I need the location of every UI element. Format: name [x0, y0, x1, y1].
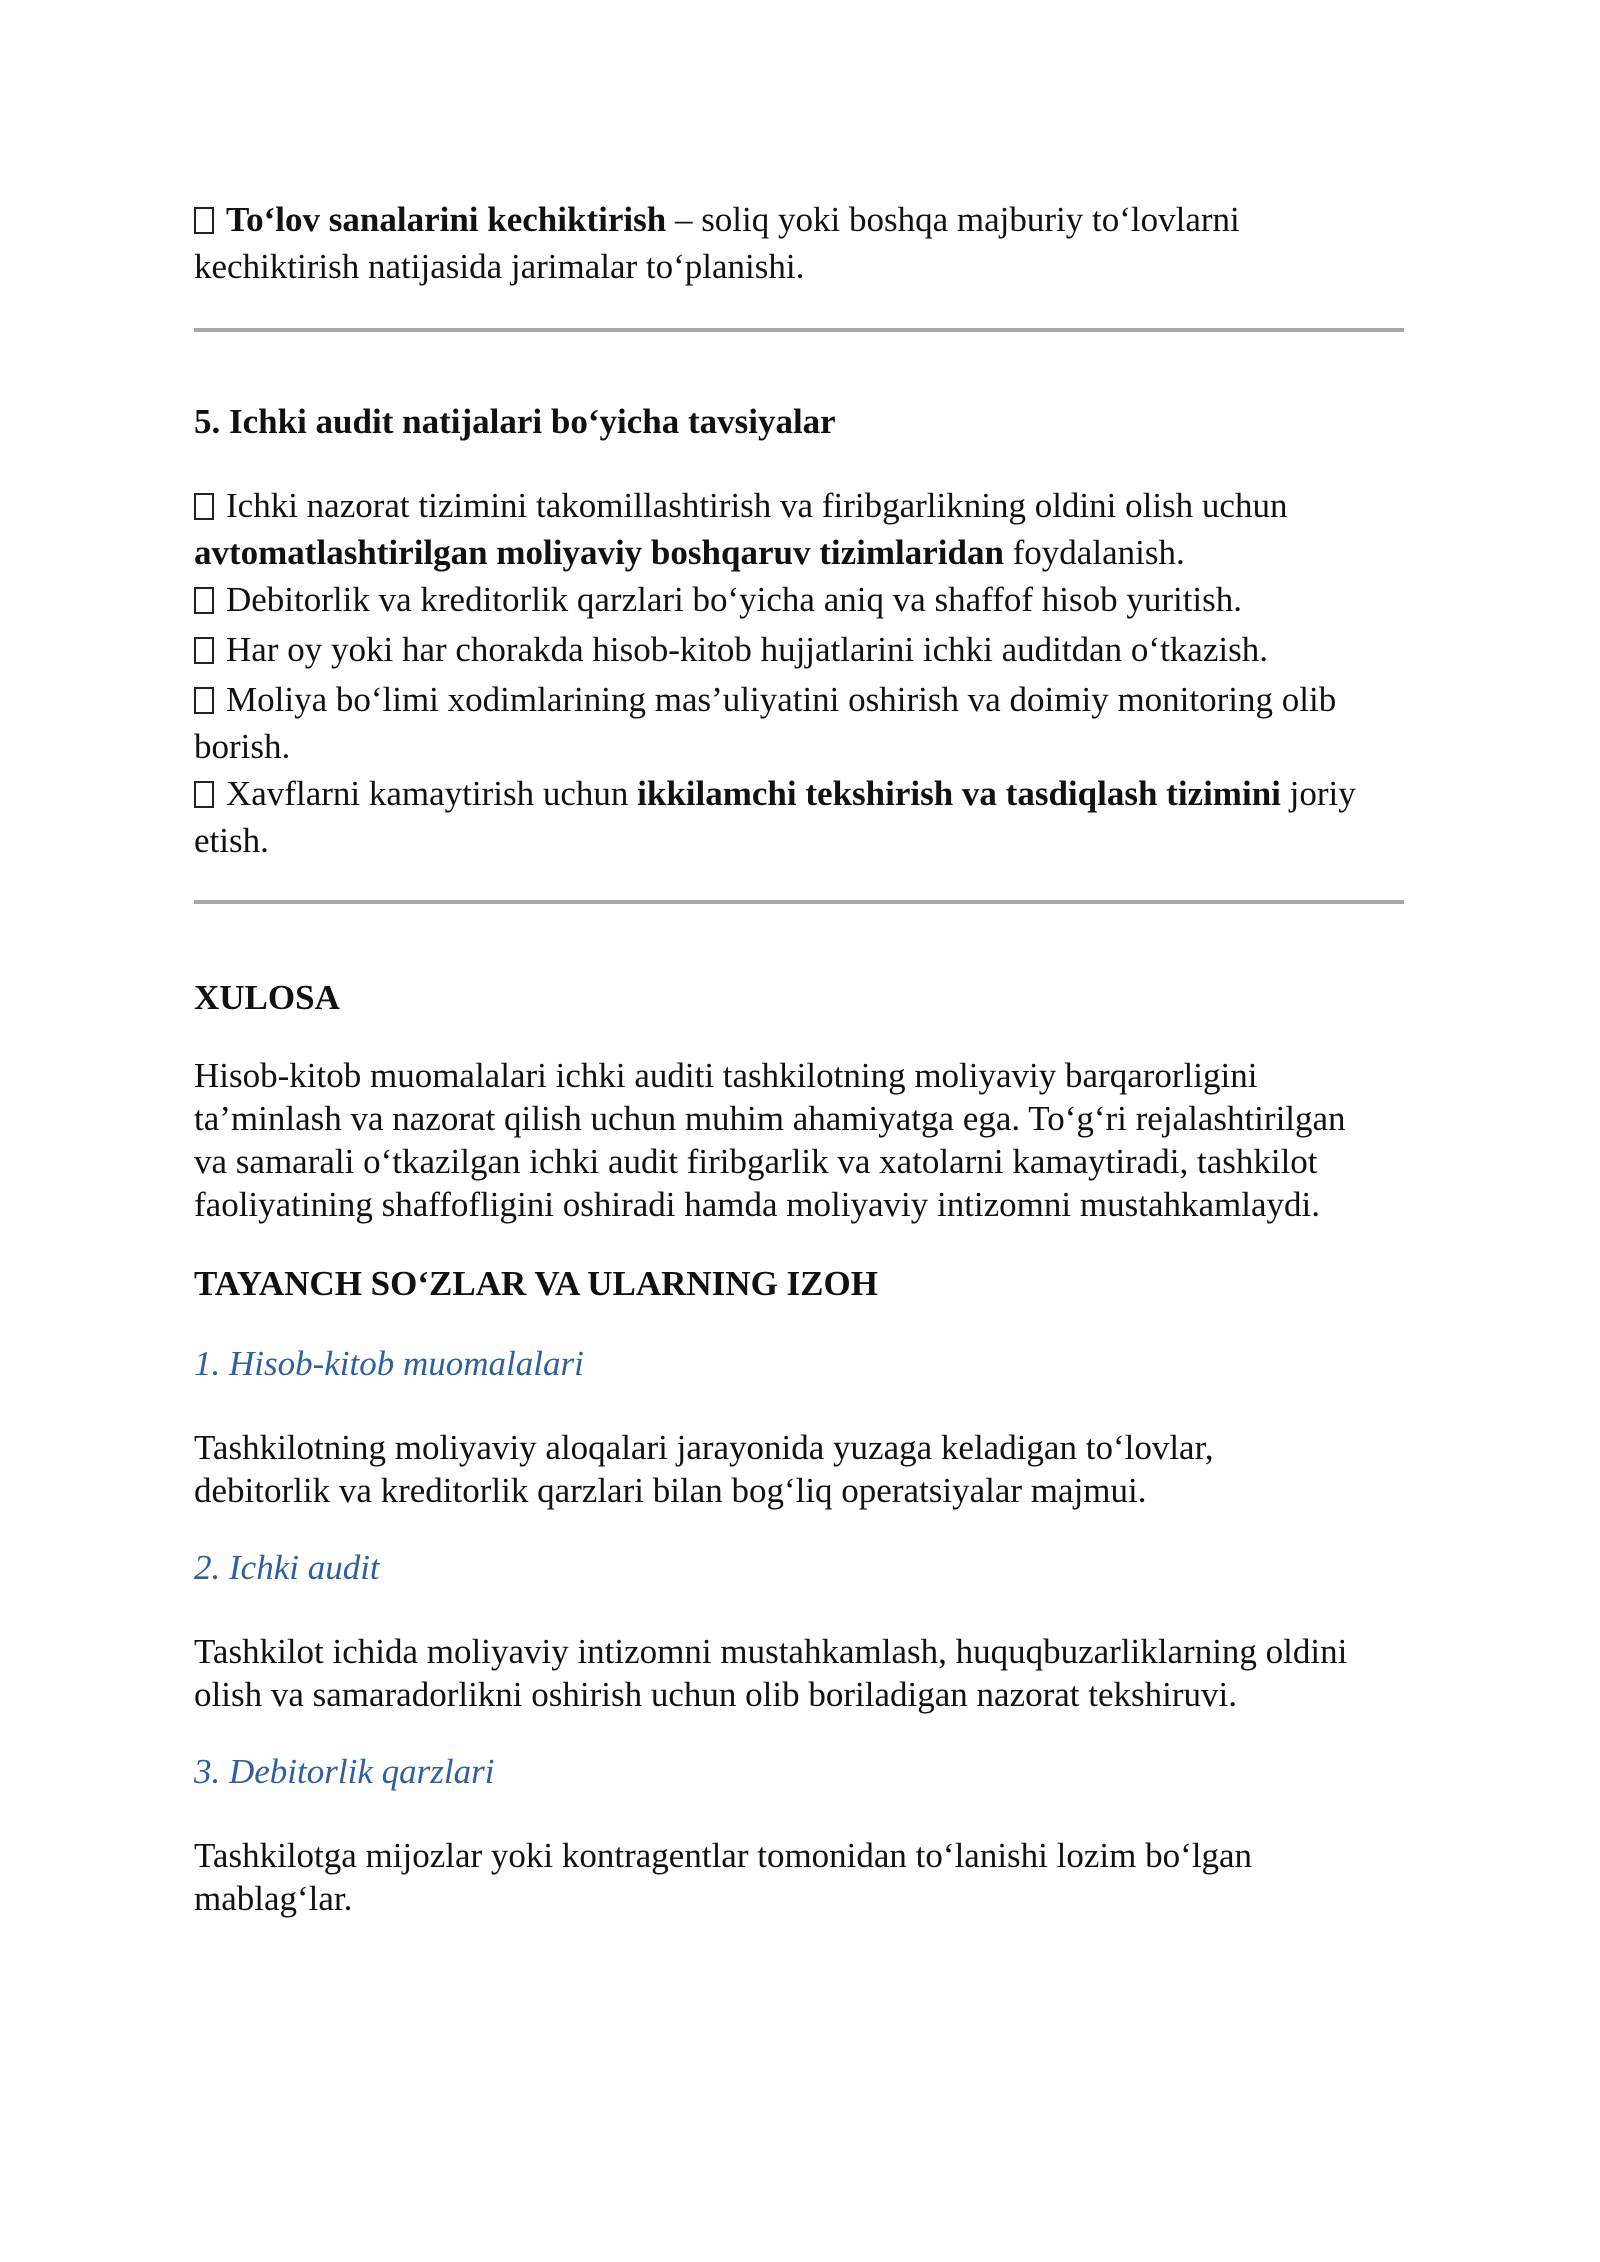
keyword-definition: Tashkilotning moliyaviy aloqalari jarayonida yuzaga keladigan to‘lovlar, debitorlik va kreditorlik qarzlari bilan bog‘liq operatsiyalar majmui. [194, 1428, 1214, 1510]
bullet-box-icon [194, 781, 214, 808]
bullet-box-icon [194, 637, 214, 664]
bullet-box-icon [194, 207, 214, 234]
list-item: Xavflarni kamaytirish uchun ikkilamchi tekshirish va tasdiqlash tizimini joriy etish. [194, 774, 1356, 860]
intro-bullet [194, 196, 1374, 290]
list-item: Moliya bo‘limi xodimlarining mas’uliyatini oshirish va doimiy monitoring olib borish. [194, 680, 1337, 766]
intro-bullet-bold: To‘lov sanalarini kechiktirish [226, 200, 667, 239]
intro-bullet-text: – soliq yoki boshqa majburiy to‘lovlarni kechiktirish natijasida jarimalar to‘planishi. [194, 200, 1240, 286]
keyword-definition: Tashkilotga mijozlar yoki kontragentlar tomonidan to‘lanishi lozim bo‘lgan mablag‘lar. [194, 1836, 1253, 1918]
horizontal-divider [194, 328, 1404, 332]
recommendations-list [194, 482, 1404, 864]
keyword-term: 1. Hisob-kitob muomalalari [194, 1344, 584, 1383]
keyword-term: 2. Ichki audit [194, 1548, 380, 1587]
conclusion-paragraph: Hisob-kitob muomalalari ichki auditi tashkilotning moliyaviy barqarorligini ta’minlash va nazorat qilish uchun muhim ahamiyatga ega. To‘g‘ri rejalashtirilgan va samarali o‘tkazilgan ichki audit firibgarlik va xatolarni kamaytiradi, tashkilot faoliyatining shaffofligini oshiradi hamda moliyaviy intizomni mustahkamlaydi. [194, 1056, 1346, 1224]
keyword-term: 3. Debitorlik qarzlari [194, 1752, 495, 1791]
document-page [194, 196, 1404, 1920]
horizontal-divider [194, 900, 1404, 904]
list-item: Debitorlik va kreditorlik qarzlari bo‘yicha aniq va shaffof hisob yuritish. [194, 576, 1404, 623]
keywords-heading: TAYANCH SO‘ZLAR VA ULARNING IZOH [194, 1264, 878, 1303]
bullet-box-icon [194, 587, 214, 614]
conclusion-heading: XULOSA [194, 978, 340, 1017]
keyword-definition: Tashkilot ichida moliyaviy intizomni mustahkamlash, huquqbuzarliklarning oldini olish va samaradorlikni oshirish uchun olib boriladigan nazorat tekshiruvi. [194, 1632, 1348, 1714]
section-heading: 5. Ichki audit natijalari bo‘yicha tavsiyalar [194, 402, 836, 441]
list-item: Har oy yoki har chorakda hisob-kitob hujjatlarini ichki auditdan o‘tkazish. [194, 626, 1404, 673]
list-item: Ichki nazorat tizimini takomillashtirish va firibgarlikning oldini olish uchun avtomatlashtirilgan moliyaviy boshqaruv tizimlaridan foydalanish. [194, 486, 1288, 572]
bullet-box-icon [194, 687, 214, 714]
bullet-box-icon [194, 493, 214, 520]
